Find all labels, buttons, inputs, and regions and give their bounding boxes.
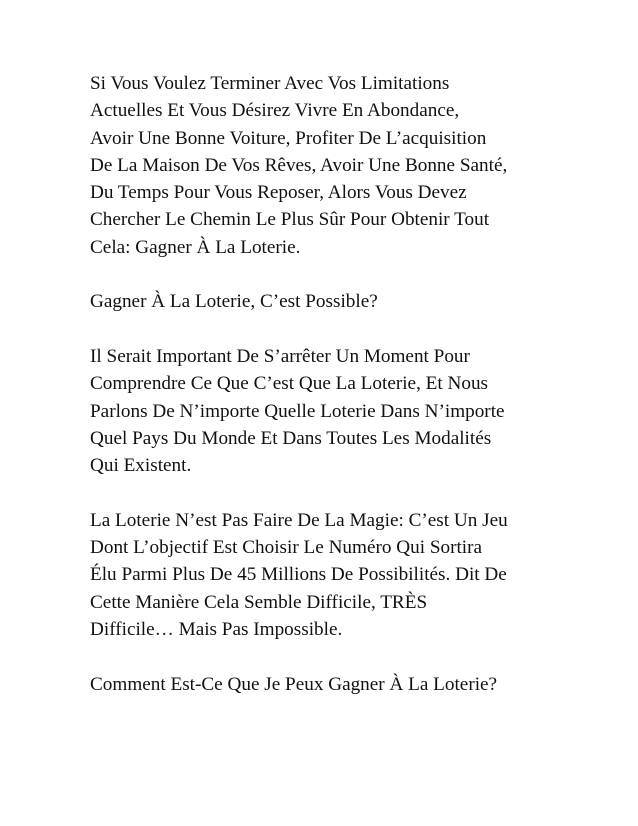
text-line: Élu Parmi Plus De 45 Millions De Possibilités. Dit De <box>90 564 507 586</box>
text-line: Si Vous Voulez Terminer Avec Vos Limitations <box>90 73 450 94</box>
heading-question-possible <box>90 288 620 315</box>
text-line: Comprendre Ce Que C’est Que La Loterie, Et Nous <box>90 373 489 395</box>
text-line: Du Temps Pour Vous Reposer, Alors Vous Devez <box>90 182 467 204</box>
text-line: Avoir Une Bonne Voiture, Profiter De L’acquisition <box>90 127 487 149</box>
heading-question-how <box>90 671 620 698</box>
text-line: Chercher Le Chemin Le Plus Sûr Pour Obtenir Tout <box>90 209 490 231</box>
text-line: Comment Est-Ce Que Je Peux Gagner À La Loterie? <box>90 673 498 695</box>
paragraph-intro <box>90 70 620 261</box>
text-line: Dont L’objectif Est Choisir Le Numéro Qui Sortira <box>90 537 483 559</box>
text-line: Parlons De N’importe Quelle Loterie Dans N’importe <box>90 400 505 422</box>
text-line: De La Maison De Vos Rêves, Avoir Une Bonne Santé, <box>90 154 508 176</box>
text-line: Actuelles Et Vous Désirez Vivre En Abondance, <box>90 100 460 122</box>
text-line: Difficile… Mais Pas Impossible. <box>90 618 343 640</box>
text-line: Quel Pays Du Monde Et Dans Toutes Les Modalités <box>90 427 492 449</box>
text-line: Gagner À La Loterie, C’est Possible? <box>90 291 378 313</box>
document-body <box>90 70 620 725</box>
paragraph-not-magic <box>90 507 620 643</box>
text-line: La Loterie N’est Pas Faire De La Magie: C’est Un Jeu <box>90 509 508 531</box>
text-line: Cela: Gagner À La Loterie. <box>90 236 301 258</box>
text-line: Qui Existent. <box>90 455 192 477</box>
text-line: Il Serait Important De S’arrêter Un Moment Pour <box>90 345 470 367</box>
text-line: Cette Manière Cela Semble Difficile, TRÈS <box>90 591 428 613</box>
paragraph-understanding <box>90 343 620 479</box>
